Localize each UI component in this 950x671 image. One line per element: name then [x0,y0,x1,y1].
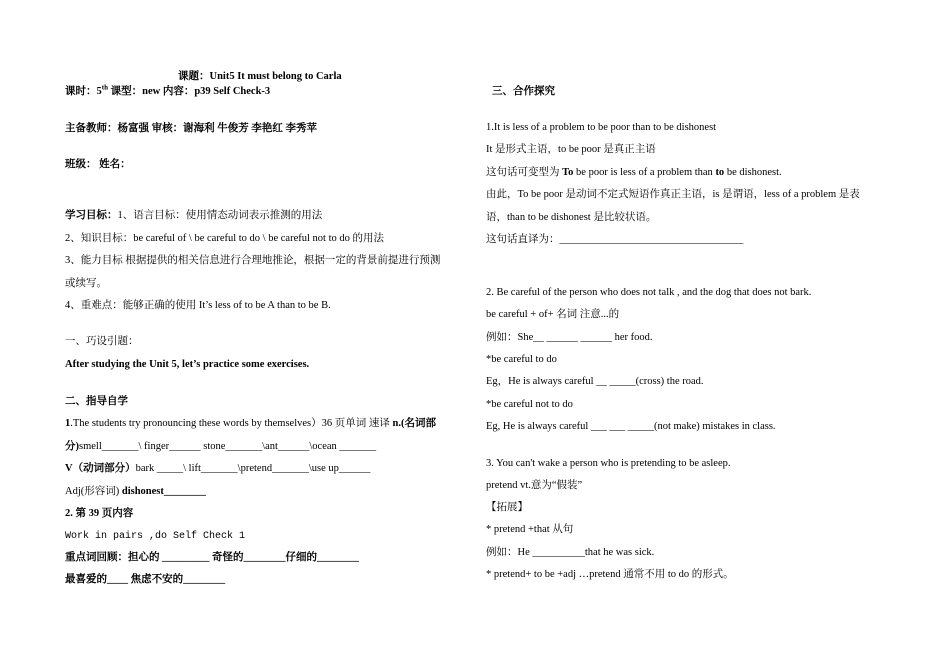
s2-example-2: Eg，He is always careful __ _____(cross) the road. [486,376,704,387]
noun-words: smell_______\ finger______ stone_______\ant______\ocean _______ [79,441,377,452]
lesson-type-content: 课型：new 内容：p39 Self Check-3 [107,86,271,97]
adj-words: dishonest________ [121,486,206,497]
task-1-number: 1 [65,418,71,429]
s1-note-2-to: To [562,167,574,178]
guide-heading: 二、指导自学 [65,396,128,407]
objective-3a: 3、能力目标 根据提供的相关信息进行合理地推论，根据一定的背景前提进行预测 [65,255,441,266]
verb-words-line [65,462,370,476]
s2-rule-2: *be careful to do [486,354,557,365]
adj-tag: Adj(形容词) [65,486,122,497]
review-line-2: 最喜爱的____ 焦虑不安的________ [65,574,226,585]
lesson-title: 课题：Unit5 It must belong to Carla [178,71,342,82]
s3-sentence: 3. You can't wake a person who is pretending to be asleep. [486,458,731,469]
task-2-instruction: Work in pairs ,do Self Check 1 [65,531,246,542]
s1-note-4: 语，than to be dishonest 是比较状语。 [486,212,657,223]
task-1-line [65,417,436,431]
s2-rule-3: *be careful not to do [486,399,573,410]
s1-note-2-to2: to [715,167,725,178]
s1-note-1: It 是形式主语，to be poor 是真正主语 [486,144,656,155]
s3-definition: pretend vt.意为“假装” [486,480,583,491]
s2-rule-1: be careful + of+ 名词 注意...的 [486,309,620,320]
teacher-line: 主备教师：杨富强 审核：谢海利 牛俊芳 李艳红 李秀苹 [65,123,317,134]
objectives-label: 学习目标： [65,210,118,221]
lesson-hours: 课时：5 [65,86,102,97]
s1-note-2 [486,166,782,180]
noun-tag: n.(名词部 [392,418,436,429]
s2-example-3: Eg, He is always careful ___ ___ _____(not make) mistakes in class. [486,421,776,432]
s1-note-2-c: be poor is less of a problem than [573,167,716,178]
noun-tag-end: 分) [65,441,79,452]
task-2-heading: 2. 第 39 页内容 [65,508,134,519]
intro-heading: 一、巧设引题： [65,336,139,347]
adj-words-line [65,485,206,499]
s2-sentence: 2. Be careful of the person who does not talk , and the dog that does not bark. [486,287,812,298]
s3-example-1: 例如：He __________that he was sick. [486,547,655,558]
review-line-1: 重点词回顾：担心的 _________ 奇怪的________仔细的________ [65,552,359,563]
s3-expand-label: 【拓展】 [486,502,528,513]
objective-2: 2、知识目标：be careful of \ be careful to do \ be careful not to do 的用法 [65,233,384,244]
objective-1 [65,209,322,223]
objective-3b: 或续写。 [65,278,107,289]
intro-text: After studying the Unit 5, let’s practice some exercises. [65,359,310,370]
cooperative-heading: 三、合作探究 [492,86,555,97]
task-1-text: .The students try pronouncing these words by themselves）36 页单词 速译 [70,418,393,429]
verb-words: bark _____\ lift_______\pretend_______\use up______ [135,463,371,474]
verb-tag: V（动词部分） [65,463,136,474]
s1-note-2-e: be dishonest. [724,167,782,178]
s1-translate: 这句话直译为：___________________________________ [486,234,744,245]
lesson-info [65,85,270,99]
s3-rule-1: * pretend +that 从句 [486,524,574,535]
s1-note-2-a: 这句话可变型为 [486,167,563,178]
objective-4: 4、重难点：能够正确的使用 It’s less of to be A than to be B. [65,300,331,311]
lesson-hours-sup: th [101,83,108,92]
s3-rule-2: * pretend+ to be +adj …pretend 通常不用 to do 的形式。 [486,569,734,580]
noun-words-line [65,440,376,454]
s1-sentence: 1.It is less of a problem to be poor than to be dishonest [486,122,717,133]
class-name-line: 班级： 姓名： [65,159,131,170]
s1-note-3: 由此，To be poor 是动词不定式短语作真正主语，is 是谓语，less of a problem 是表 [486,189,860,200]
s2-example-1: 例如：She__ ______ ______ her food. [486,332,653,343]
objective-1-text: 1、语言目标：使用情态动词表示推测的用法 [117,210,323,221]
